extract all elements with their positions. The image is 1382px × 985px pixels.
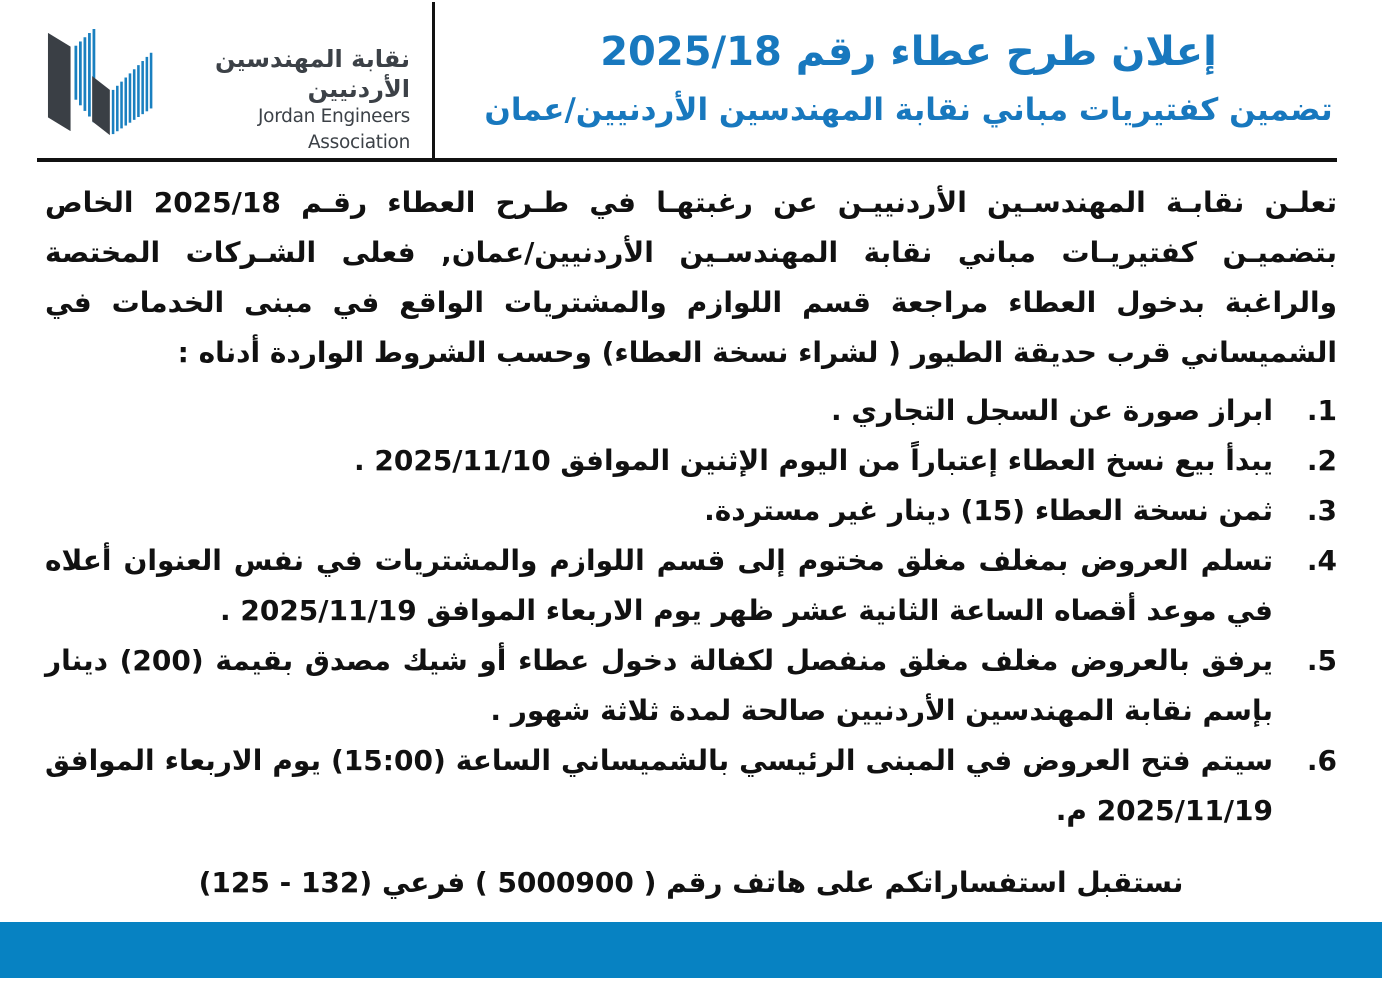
list-item-number: 1.	[1306, 394, 1337, 427]
list-item-number: 6.	[1306, 744, 1337, 777]
list-item-text: سيتم فتح العروض في المبنى الرئيسي بالشميساني الساعة (15:00) يوم الاربعاء الموافق 2025/11/19 م.	[45, 744, 1273, 827]
list-item-text: يبدأ بيع نسخ العطاء إعتباراً من اليوم الإثنين الموافق 2025/11/10 .	[353, 444, 1273, 477]
list-item	[45, 736, 1337, 836]
list-item	[45, 536, 1337, 636]
list-item	[45, 486, 1337, 536]
announcement-paragraph	[45, 178, 1337, 378]
header	[0, 0, 1382, 162]
announcement-body	[45, 166, 1337, 904]
bottom-bar	[0, 922, 1382, 978]
tender-title: إعلان طرح عطاء رقم 2025/18	[600, 29, 1217, 76]
jea-logo	[0, 0, 433, 158]
list-item-number: 3.	[1306, 494, 1337, 527]
paragraph-line: والراغبة بدخول العطاء مراجعة قسم اللوازم والمشتريات الواقع في مبنى الخدمات في	[45, 286, 1337, 319]
list-item-text: يرفق بالعروض مغلف مغلق منفصل لكفالة دخول عطاء أو شيك مصدق بقيمة (200) دينار بإسم نقابة المهندسين الأردنيين صالحة لمدة ثلاثة شهور .	[45, 644, 1273, 727]
list-item-text: تسلم العروض بمغلف مغلق مختوم إلى قسم اللوازم والمشتريات في نفس العنوان أعلاه في موعد أقصاه الساعة الثانية عشر ظهر يوم الاربعاء الموافق 2025/11/19 .	[45, 544, 1273, 627]
tender-subtitle: تضمين كفتيريات مباني نقابة المهندسين الأردنيين/عمان	[484, 92, 1333, 129]
logo-arabic-name: نقابة المهندسين الأردنيين	[214, 45, 410, 103]
logo-text-block	[168, 44, 410, 156]
inquiries-line: نستقبل استفساراتكم على هاتف رقم ( 5000900 ) فرعي (132 - 125)	[198, 866, 1184, 899]
header-rule	[37, 158, 1337, 162]
list-item	[45, 386, 1337, 436]
header-title-block	[435, 0, 1382, 158]
list-item-number: 2.	[1306, 444, 1337, 477]
paragraph-line: تعلـن نقابـة المهندسـين الأردنييـن عن رغبتهـا في طـرح العطاء رقـم 2025/18 الخاص	[45, 186, 1337, 219]
paragraph-line: بتضميـن كفتيريـات مباني نقابة المهندسـين الأردنيين/عمان, فعلى الشـركات المختصة	[45, 236, 1337, 269]
list-item	[45, 636, 1337, 736]
logo-english-name: Jordan Engineers Association	[258, 106, 410, 153]
jea-logo-mark-icon	[46, 28, 156, 140]
tender-conditions-list	[45, 386, 1337, 836]
list-item	[45, 436, 1337, 486]
list-item-text: ثمن نسخة العطاء (15) دينار غير مستردة.	[704, 494, 1273, 527]
list-item-number: 5.	[1306, 644, 1337, 677]
list-item-text: ابراز صورة عن السجل التجاري .	[831, 394, 1273, 427]
list-item-number: 4.	[1306, 544, 1337, 577]
paragraph-line: الشميساني قرب حديقة الطيور ( لشراء نسخة العطاء) وحسب الشروط الواردة أدناه :	[177, 336, 1337, 369]
